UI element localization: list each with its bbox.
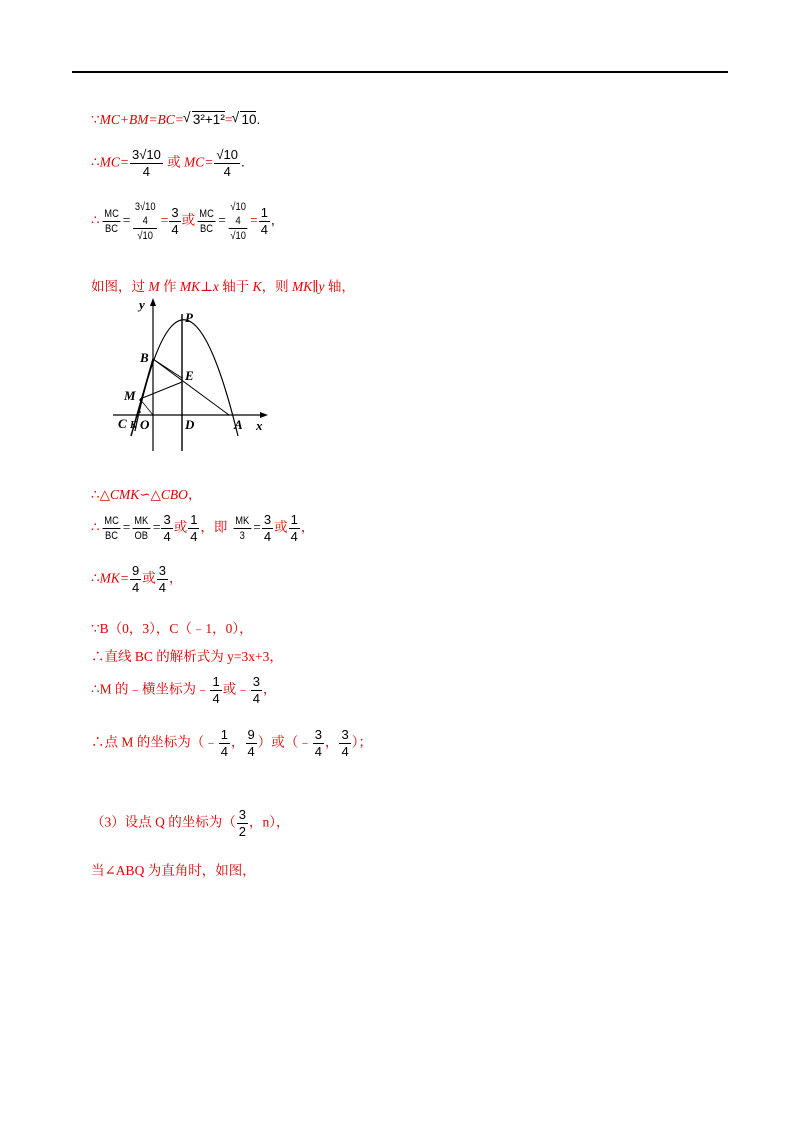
sqrt-3sq-1sq [192,111,225,127]
sqrt-10 [240,111,256,127]
fraction [262,512,273,545]
line-2 [91,147,245,180]
denominator: 4 [252,691,260,706]
text: MC= [99,154,129,170]
line-1 [91,111,260,128]
fraction [289,512,300,545]
text: ∴点 M 的坐标为（﹣ [91,734,218,750]
denominator: 4 [263,529,272,544]
numerator: MC [103,515,119,527]
text: MK [291,279,313,294]
numerator: 9 [131,563,140,578]
line-mo [140,399,153,415]
fraction [237,807,248,840]
numerator: 1 [290,512,298,527]
text: ∴直线 BC 的解析式为 y=3x+3， [91,649,283,664]
text: ）； [351,734,372,750]
denominator: 4 [314,744,322,759]
denominator: 4 [290,529,298,544]
label-x: x [256,418,263,433]
text: K [252,279,262,294]
or: 或 [142,570,156,586]
label-y: y [139,297,145,312]
fraction [131,200,159,243]
numerator: 3√10 [131,147,161,162]
label-m: M [124,388,136,403]
num-top: 3√10 [135,201,156,213]
text: MC= [184,154,214,170]
denominator: √10 [230,230,246,242]
eq: = [250,212,258,228]
label-c: C [118,416,127,431]
label-o: O [140,417,150,432]
label-d: D [185,417,195,432]
text: y [318,279,325,294]
comma: ， [187,487,202,502]
text: MK [179,279,201,294]
fraction [101,514,122,543]
text: ，则 [261,279,292,294]
label-p: P [185,310,193,325]
label-e: E [185,368,194,383]
eq: = [224,112,233,127]
denominator: 2 [238,824,246,839]
denominator: OB [134,530,149,542]
eq: = [160,212,169,228]
denominator: √10 [137,230,154,242]
text: △CMK∽△CBO [99,487,188,502]
fraction [157,563,168,596]
sqrt-inner: 3²+1² [192,112,225,127]
denominator: 4 [158,580,166,595]
fraction [210,674,221,707]
line-9 [91,645,283,665]
denominator: 4 [223,164,231,179]
fraction [232,514,253,543]
or: 或﹣ [222,681,250,697]
comma: ， [262,681,277,697]
fraction [251,674,262,707]
line-12 [91,807,289,840]
line-8 [91,617,253,637]
therefore-symbol: ∴ [91,154,100,170]
label-b: B [140,350,149,365]
fraction [131,514,152,543]
comma: ， [324,734,339,750]
text: ，即 [200,519,228,535]
because-symbol: ∵ [91,112,100,127]
comma: ， [300,519,315,535]
numerator: 1 [190,512,198,527]
text: ∴M 的﹣横坐标为﹣ [91,681,210,697]
denominator: BC [104,223,118,235]
therefore-symbol: ∴ [91,570,100,586]
numerator [228,200,247,229]
line-3: ∴ $\frac{MC}{BC}$ = 3√10 4 √10 = $\frac{3}{4}$ 或 $\frac{MC}{BC}$ = √10 4 √10 = $\frac{1}{4}$ , [91,201,275,242]
text: MC+BM=BC= [99,112,184,127]
therefore-symbol: ∴ [91,212,100,228]
period: . [241,154,245,170]
line-6: ∴ $\frac{MC}{BC}$ = $\frac{MK}{OB}$ = $\frac{3}{4}$ 或 $\frac{1}{4}$ ，即 $\frac{MK}{3}$ = $\frac{3}{4}$ 或 $\frac{1}{4}$ ， [91,512,315,544]
numerator: 3 [314,727,322,742]
denominator: 4 [220,744,228,759]
fraction [188,512,199,545]
fraction [339,727,350,760]
therefore-symbol: ∴ [91,487,100,502]
line-7 [91,563,182,596]
denominator: 4 [341,744,349,759]
header-rule [72,71,728,73]
num-bot: 4 [142,215,149,227]
numerator: 3 [171,205,179,220]
fraction [130,147,163,180]
denominator: 4 [163,529,171,544]
numerator: MK [235,515,250,527]
or: 或 [167,154,181,170]
text: （3）设点 Q 的坐标为（ [91,814,236,830]
text: ，n）， [248,814,290,830]
therefore-symbol: ∴ [91,519,100,535]
fraction [161,512,172,545]
fraction [313,727,324,760]
text: ∥ [312,279,319,294]
line-11 [91,727,372,760]
sqrt-inner: 10 [241,112,257,127]
numerator [133,200,157,229]
numerator: 3 [341,727,349,742]
text: x [212,279,219,294]
text: MK= [99,570,129,586]
numerator: 1 [220,727,228,742]
text: ⊥ [200,279,213,294]
text: 轴于 [218,279,253,294]
num-top: √10 [230,201,246,213]
text: 作 [159,279,180,294]
fraction [196,207,217,236]
y-arrow [150,298,156,306]
comma: ， [168,570,183,586]
label-a: A [234,417,243,432]
denominator: 4 [142,164,150,179]
numerator: 3 [263,512,272,527]
numerator: 1 [212,674,220,689]
denominator: 4 [190,529,198,544]
fraction [101,207,122,236]
fraction [227,200,249,243]
numerator: MK [134,515,149,527]
line-10 [91,674,276,707]
fraction [246,727,257,760]
or: 或 [173,519,188,535]
label-k: K [130,420,137,431]
denominator: BC [200,223,214,235]
fraction [214,147,240,180]
denominator: 4 [131,580,140,595]
num-bot: 4 [235,215,241,227]
line-5 [91,483,201,503]
denominator: 4 [171,222,179,237]
or: 或 [181,212,196,228]
numerator: 3 [158,563,166,578]
denominator: 4 [247,744,255,759]
numerator: MC [103,208,119,220]
fraction [219,727,230,760]
text: 如图，过 [91,279,149,294]
denominator: 4 [260,222,268,237]
numerator: 3 [163,512,171,527]
text: 当∠ABQ 为直角时，如图， [91,863,256,878]
period: . [256,112,261,127]
numerator: 9 [247,727,255,742]
fraction [259,205,270,238]
denominator: BC [104,530,118,542]
numerator: 3 [252,674,260,689]
numerator: 3 [238,807,246,822]
text: M [148,279,160,294]
or: 或 [274,519,288,535]
line-13 [91,859,256,879]
line-4 [91,275,355,295]
comma: , [270,212,275,228]
text: 轴， [324,279,355,294]
parabola-diagram [113,296,273,456]
numerator: MC [199,208,214,220]
numerator: √10 [216,147,239,162]
fraction [169,205,180,238]
denominator: 4 [212,691,220,706]
denominator: 3 [239,530,245,542]
comma: ， [231,734,245,750]
fraction [130,563,141,596]
text: ）或（﹣ [257,734,312,750]
text: ∵B（0，3），C（﹣1，0）， [91,621,253,636]
numerator: 1 [260,205,268,220]
